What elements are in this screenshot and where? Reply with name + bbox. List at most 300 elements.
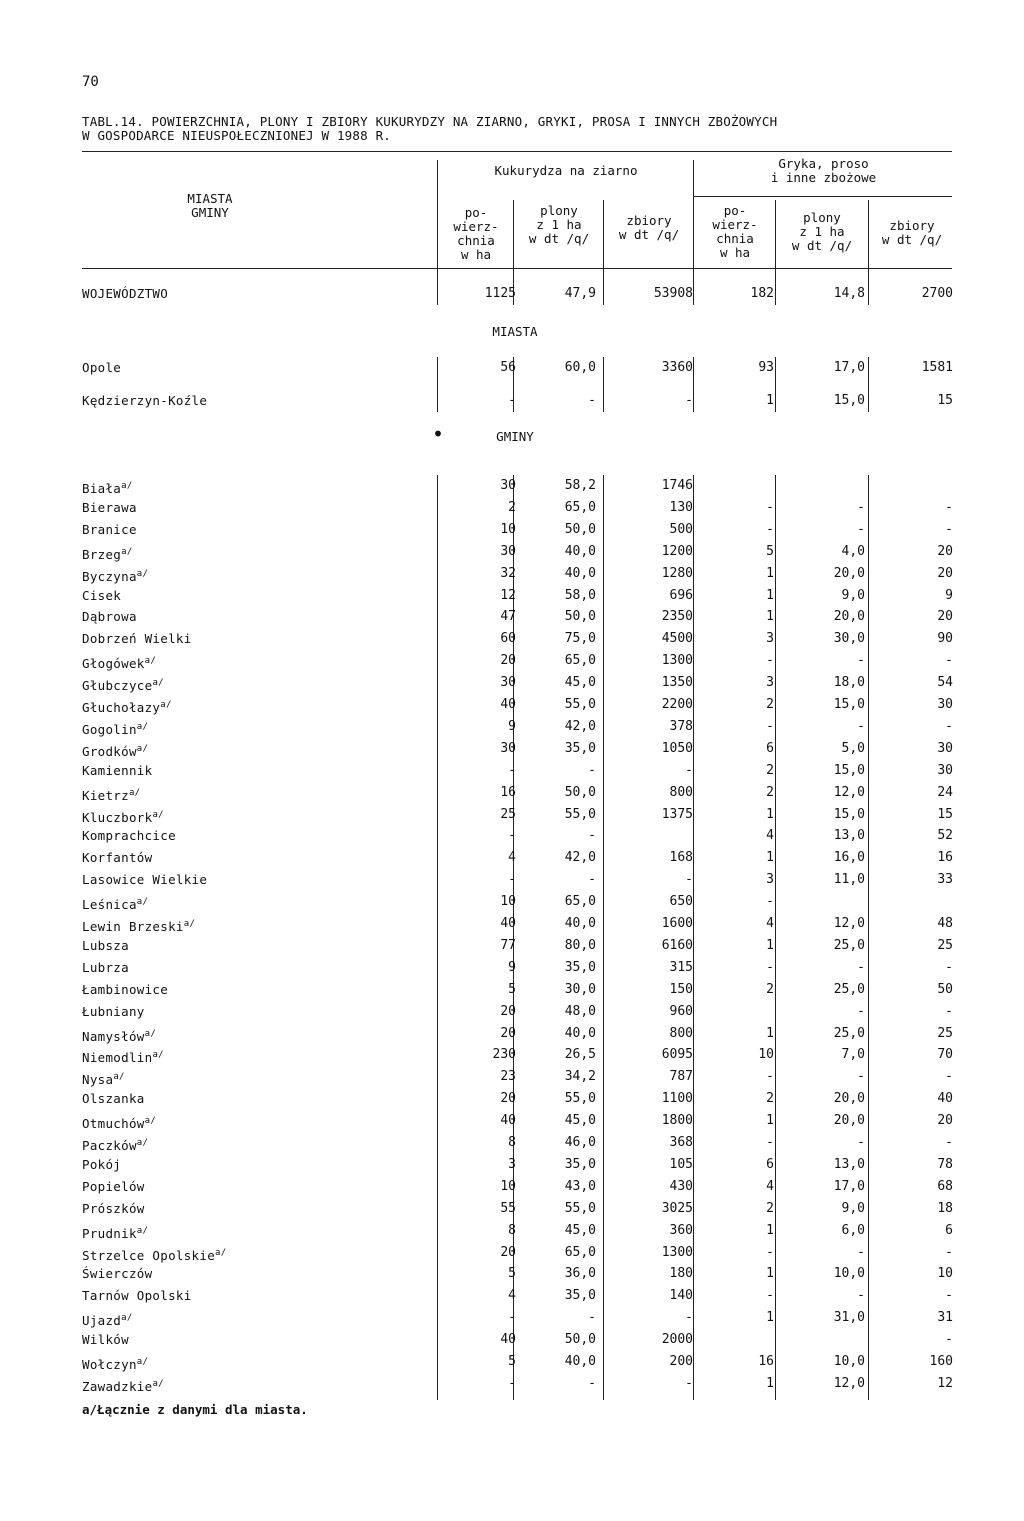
row-name-text: Wołczyn (82, 1357, 137, 1372)
cell-col-3: 6095 (661, 1047, 693, 1063)
cell-col-5: 15,0 (833, 697, 865, 712)
cell-col-6: 30 (937, 697, 953, 712)
row-name-text: Lasowice Wielkie (82, 872, 208, 888)
table-row (0, 1351, 1024, 1373)
cell-col-2: 58,2 (564, 478, 596, 493)
row-name (82, 283, 168, 305)
cell-col-1: - (508, 828, 516, 844)
row-name (82, 935, 129, 957)
table-row (0, 606, 1024, 628)
table-row (0, 672, 1024, 694)
footnote-marker: a/ (136, 743, 149, 754)
cell-col-5: 20,0 (833, 565, 865, 581)
cell-col-5: 5,0 (841, 740, 865, 756)
cell-col-2: 65,0 (564, 499, 596, 515)
row-name (82, 1373, 164, 1398)
cell-col-6: 160 (929, 1354, 953, 1369)
cell-col-1: 10 (500, 894, 516, 910)
cell-col-2: 45,0 (564, 1222, 596, 1238)
cell-col-4: 1 (766, 1310, 774, 1326)
cell-col-4: - (766, 1288, 774, 1304)
cell-col-1: 2 (508, 499, 516, 515)
table-row (0, 357, 1024, 379)
section-label-gminy: GMINY (496, 429, 534, 444)
cell-col-4: - (766, 894, 774, 910)
cell-col-3: 1280 (661, 565, 693, 581)
row-name-text: Łambinowice (82, 981, 169, 997)
cell-col-3: - (685, 762, 693, 778)
cell-col-6: 1581 (921, 360, 953, 375)
table-row (0, 804, 1024, 826)
row-name (82, 519, 137, 541)
row-name-text: Kędzierzyn-Koźle (82, 393, 208, 408)
cell-col-5: - (857, 653, 865, 669)
cell-col-2: 55,0 (564, 1091, 596, 1107)
table-row (0, 979, 1024, 1001)
cell-col-1: 40 (500, 697, 516, 712)
cell-col-3: - (685, 1375, 693, 1391)
table-row (0, 1110, 1024, 1132)
cell-col-1: 4 (508, 1288, 516, 1304)
cell-col-1: 9 (508, 959, 516, 975)
cell-col-1: 1125 (484, 286, 516, 301)
table-row (0, 1373, 1024, 1395)
cell-col-2: 40,0 (564, 543, 596, 559)
cell-col-6: 30 (937, 740, 953, 756)
cell-col-5: 12,0 (833, 916, 865, 931)
row-name-text: Lewin Brzeski (82, 919, 184, 934)
cell-col-5: - (857, 1003, 865, 1019)
footnote-marker: a/ (144, 1028, 157, 1039)
cell-col-1: 16 (500, 784, 516, 800)
cell-col-1: 20 (500, 1091, 516, 1107)
footnote-marker: a/ (152, 678, 164, 689)
cell-col-6: 12 (937, 1375, 953, 1391)
cell-col-3: 6160 (661, 937, 693, 953)
cell-col-3: 130 (669, 499, 693, 515)
row-name-text: Byczyna (82, 568, 137, 584)
table-row (0, 1066, 1024, 1088)
cell-col-2: 35,0 (564, 740, 596, 756)
table-row (0, 913, 1024, 935)
cell-col-6: 48 (937, 916, 953, 931)
table-row (0, 957, 1024, 979)
row-name-text: Cisek (82, 587, 122, 603)
row-name-text: Leśnica (82, 897, 137, 913)
cell-col-6: 25 (937, 1025, 953, 1041)
cell-col-4: 3 (766, 675, 774, 691)
table-row (0, 1132, 1024, 1154)
cell-col-2: - (588, 1375, 596, 1391)
cell-col-5: 17,0 (833, 360, 865, 375)
footnote: a/Łącznie z danymi dla miasta. (82, 1402, 308, 1417)
footnote-marker: a/ (136, 897, 149, 908)
table-row (0, 935, 1024, 957)
cell-col-4: 4 (766, 916, 774, 931)
col-header-area-2: po- wierz- chnia w ha (712, 203, 758, 260)
cell-col-1: 20 (500, 653, 516, 669)
cell-col-1: 77 (500, 937, 516, 953)
cell-col-3: 168 (669, 850, 693, 866)
cell-col-2: 55,0 (564, 1200, 596, 1216)
cell-col-4: 2 (766, 697, 774, 712)
cell-col-5: 13,0 (833, 1156, 865, 1172)
cell-col-1: 8 (508, 1135, 516, 1150)
cell-col-2: 45,0 (564, 1113, 596, 1129)
table-row (0, 1263, 1024, 1285)
cell-col-2: 40,0 (564, 916, 596, 931)
row-name-text: Dąbrowa (82, 609, 137, 625)
row-name-text: Olszanka (82, 1091, 145, 1107)
table-row (0, 1285, 1024, 1307)
row-name (82, 1263, 152, 1285)
table-row (0, 519, 1024, 541)
table-row (0, 1307, 1024, 1329)
cell-col-6: 30 (937, 762, 953, 778)
cell-col-5: 14,8 (833, 286, 865, 301)
table-row (0, 1220, 1024, 1242)
cell-col-2: - (588, 872, 596, 888)
row-name-text: Tarnów Opolski (82, 1288, 192, 1304)
cell-col-6: 78 (937, 1156, 953, 1172)
row-name-text: Głuchołazy (82, 700, 161, 715)
footnote-marker: a/ (121, 1313, 133, 1324)
row-name (82, 606, 137, 628)
footnote-marker: a/ (136, 568, 149, 579)
cell-col-6: 20 (937, 543, 953, 559)
cell-col-5: - (857, 1069, 865, 1085)
row-name-text: Lubrza (82, 959, 129, 975)
cell-col-2: 65,0 (564, 894, 596, 910)
row-name-text: Niemodlin (82, 1050, 153, 1066)
col-header-yield-1: plony z 1 ha w dt /q/ (528, 203, 590, 246)
row-name-text: Bierawa (82, 499, 137, 515)
stub-header: MIASTA GMINY (187, 191, 233, 220)
table-row (0, 475, 1024, 497)
cell-col-3: 1600 (661, 916, 693, 931)
cell-col-4: 4 (766, 828, 774, 844)
cell-col-4: 1 (766, 1375, 774, 1391)
row-name-text: Świerczów (82, 1266, 153, 1282)
table-row (0, 760, 1024, 782)
cell-col-6: - (945, 1069, 953, 1085)
cell-col-3: 1200 (661, 543, 693, 559)
footnote-marker: a/ (152, 809, 164, 820)
footnote-marker: a/ (136, 1138, 149, 1148)
table-row (0, 1044, 1024, 1066)
cell-col-6: 16 (937, 850, 953, 866)
col-header-harvest-2: zbiory w dt /q/ (881, 218, 943, 247)
footnote-marker: a/ (121, 481, 133, 491)
cell-col-5: 31,0 (833, 1310, 865, 1326)
cell-col-2: 40,0 (564, 565, 596, 581)
cell-col-1: - (508, 1310, 516, 1326)
cell-col-5: 10,0 (833, 1354, 865, 1369)
row-name-text: Pokój (82, 1156, 122, 1172)
row-name (82, 628, 192, 650)
cell-col-2: 34,2 (564, 1069, 596, 1085)
cell-col-2: 40,0 (564, 1025, 596, 1041)
cell-col-1: 5 (508, 1266, 516, 1282)
cell-col-3: 960 (669, 1003, 693, 1019)
cell-col-2: 40,0 (564, 1354, 596, 1369)
col-header-harvest-1: zbiory w dt /q/ (618, 213, 680, 242)
row-name (82, 825, 176, 847)
cell-col-3: 2000 (661, 1332, 693, 1348)
cell-col-1: 10 (500, 1178, 516, 1194)
cell-col-1: - (508, 762, 516, 778)
cell-col-3: 800 (669, 1025, 693, 1041)
cell-col-3: 360 (669, 1222, 693, 1238)
footnote-marker: a/ (144, 1116, 157, 1127)
row-name (82, 1001, 145, 1023)
cell-col-1: 230 (492, 1047, 516, 1063)
cell-col-4: 1 (766, 1222, 774, 1238)
row-name (82, 1285, 192, 1307)
cell-col-1: 30 (500, 740, 516, 756)
cell-col-4: 6 (766, 740, 774, 756)
cell-col-3: 4500 (661, 631, 693, 647)
cell-col-1: 23 (500, 1069, 516, 1085)
table-row (0, 628, 1024, 650)
cell-col-1: - (508, 872, 516, 888)
cell-col-3: 800 (669, 784, 693, 800)
cell-col-1: 3 (508, 1156, 516, 1172)
cell-col-4: 3 (766, 872, 774, 888)
cell-col-2: 80,0 (564, 937, 596, 953)
footnote-marker: a/ (136, 1357, 149, 1367)
table-row (0, 650, 1024, 672)
row-name-text: Opole (82, 360, 122, 375)
cell-col-6: 33 (937, 872, 953, 888)
cell-col-5: 9,0 (841, 1200, 865, 1216)
cell-col-4: 1 (766, 937, 774, 953)
cell-col-5: 13,0 (833, 828, 865, 844)
row-name (82, 979, 168, 1001)
cell-col-4: 1 (766, 565, 774, 581)
cell-col-4: 1 (766, 393, 774, 408)
cell-col-4: 3 (766, 631, 774, 647)
cell-col-5: 6,0 (841, 1222, 865, 1238)
cell-col-3: 787 (669, 1069, 693, 1085)
cell-col-2: 65,0 (564, 653, 596, 669)
cell-col-3: 1050 (661, 740, 693, 756)
row-name-text: Głogówek (82, 656, 145, 672)
row-name-text: Nysa (82, 1072, 114, 1088)
cell-col-6: - (945, 521, 953, 537)
table-row (0, 1023, 1024, 1045)
footnote-marker: a/ (152, 1378, 164, 1389)
table-row (0, 694, 1024, 716)
cell-col-3: 1100 (661, 1091, 693, 1107)
section-label-miasta: MIASTA (492, 324, 538, 339)
row-name-text: Brzeg (82, 546, 122, 562)
footnote-marker: a/ (144, 656, 157, 667)
cell-col-3: 2350 (661, 609, 693, 625)
cell-col-1: 20 (500, 1003, 516, 1019)
cell-col-1: 8 (508, 1222, 516, 1238)
cell-col-3: - (685, 393, 693, 408)
table-row (0, 390, 1024, 412)
cell-col-6: - (945, 718, 953, 734)
cell-col-6: 24 (937, 784, 953, 800)
row-name-text: Komprachcice (82, 828, 176, 844)
cell-col-5: 20,0 (833, 609, 865, 625)
cell-col-2: 42,0 (564, 718, 596, 734)
table-row (0, 716, 1024, 738)
cell-col-1: 30 (500, 543, 516, 559)
cell-col-3: 650 (669, 894, 693, 910)
cell-col-5: 20,0 (833, 1113, 865, 1129)
cell-col-3: 500 (669, 521, 693, 537)
row-name (82, 957, 129, 979)
row-name-text: Głubczyce (82, 678, 153, 694)
cell-col-3: 1300 (661, 1244, 693, 1260)
cell-col-4: 16 (758, 1354, 774, 1369)
cell-col-4: - (766, 959, 774, 975)
cell-col-5: 20,0 (833, 1091, 865, 1107)
cell-col-6: 40 (937, 1091, 953, 1107)
cell-col-5: - (857, 499, 865, 515)
cell-col-5: - (857, 521, 865, 537)
cell-col-5: 30,0 (833, 631, 865, 647)
cell-col-4: 10 (758, 1047, 774, 1063)
footnote-marker: a/ (152, 1050, 164, 1061)
page-number: 70 (82, 74, 99, 90)
cell-col-6: 10 (937, 1266, 953, 1282)
cell-col-1: 20 (500, 1025, 516, 1041)
table-row (0, 1176, 1024, 1198)
cell-col-5: 15,0 (833, 393, 865, 408)
cell-col-2: 35,0 (564, 1288, 596, 1304)
cell-col-6: - (945, 1332, 953, 1348)
table-row (0, 1001, 1024, 1023)
cell-col-3: 140 (669, 1288, 693, 1304)
table-row (0, 585, 1024, 607)
cell-col-3: 368 (669, 1135, 693, 1150)
table-title-line1: TABL.14. POWIERZCHNIA, PLONY I ZBIORY KUKURYDZY NA ZIARNO, GRYKI, PROSA I INNYCH ZBOŻOWYCH (82, 114, 778, 129)
table-title-line2: W GOSPODARCE NIEUSPOŁECZNIONEJ W 1988 R. (82, 128, 392, 143)
cell-col-5: - (857, 1244, 865, 1260)
cell-col-6: - (945, 1288, 953, 1304)
cell-col-2: 30,0 (564, 981, 596, 997)
cell-col-1: 47 (500, 609, 516, 625)
cell-col-3: 200 (669, 1354, 693, 1369)
cell-col-6: - (945, 959, 953, 975)
cell-col-2: - (588, 762, 596, 778)
group-header-buckwheat: Gryka, proso i inne zbożowe (770, 156, 877, 185)
cell-col-2: 50,0 (564, 1332, 596, 1348)
row-name-text: Strzelce Opolskie (82, 1247, 216, 1263)
cell-col-3: 315 (669, 959, 693, 975)
cell-col-4: 1 (766, 1113, 774, 1129)
cell-col-2: 45,0 (564, 675, 596, 691)
cell-col-1: 5 (508, 981, 516, 997)
cell-col-1: 40 (500, 916, 516, 931)
table-row (0, 738, 1024, 760)
table-row (0, 1329, 1024, 1351)
table-row (0, 1198, 1024, 1220)
cell-col-3: 696 (669, 587, 693, 603)
cell-col-3: 180 (669, 1266, 693, 1282)
footnote-marker: a/ (113, 1072, 125, 1083)
footnote-marker: a/ (121, 546, 133, 557)
table-row (0, 497, 1024, 519)
cell-col-4: - (766, 499, 774, 515)
row-name-text: Zawadzkie (82, 1378, 153, 1394)
cell-col-4: 2 (766, 981, 774, 997)
row-name-text: Popielów (82, 1178, 145, 1194)
row-name-text: Gogolin (82, 721, 137, 737)
cell-col-4: 1 (766, 850, 774, 866)
cell-col-2: 50,0 (564, 609, 596, 625)
row-name-text: Kietrz (82, 787, 129, 803)
row-name-text: Dobrzeń Wielki (82, 631, 192, 647)
row-name-text: Otmuchów (82, 1116, 145, 1132)
cell-col-5: - (857, 959, 865, 975)
cell-col-5: 25,0 (833, 1025, 865, 1041)
cell-col-6: 50 (937, 981, 953, 997)
cell-col-5: 25,0 (833, 937, 865, 953)
cell-col-1: 10 (500, 521, 516, 537)
cell-col-4: 6 (766, 1156, 774, 1172)
table-row (0, 869, 1024, 891)
cell-col-2: 55,0 (564, 697, 596, 712)
cell-col-1: 4 (508, 850, 516, 866)
cell-col-5: 4,0 (841, 543, 865, 559)
table-row (0, 1242, 1024, 1264)
cell-col-1: 30 (500, 478, 516, 493)
cell-col-1: - (508, 1375, 516, 1391)
cell-col-5: - (857, 1135, 865, 1150)
row-name (82, 497, 137, 519)
cell-col-5: 7,0 (841, 1047, 865, 1063)
cell-col-2: - (588, 1310, 596, 1326)
cell-col-1: 9 (508, 718, 516, 734)
row-name (82, 760, 152, 782)
cell-col-2: - (588, 828, 596, 844)
cell-col-5: 12,0 (833, 1375, 865, 1391)
footnote-marker: a/ (215, 1247, 227, 1258)
footnote-marker: a/ (128, 787, 141, 798)
table-row (0, 782, 1024, 804)
row-name (82, 869, 207, 891)
footnote-marker: a/ (136, 721, 149, 732)
cell-col-4: 2 (766, 1091, 774, 1107)
row-name-text: Prószków (82, 1200, 145, 1216)
cell-col-4: 2 (766, 762, 774, 778)
col-header-area-1: po- wierz- chnia w ha (453, 205, 499, 262)
cell-col-6: 20 (937, 609, 953, 625)
cell-col-2: 46,0 (564, 1135, 596, 1150)
row-name (82, 1176, 145, 1198)
cell-col-5: - (857, 1288, 865, 1304)
cell-col-6: 9 (945, 587, 953, 603)
cell-col-1: 60 (500, 631, 516, 647)
cell-col-6: 6 (945, 1222, 953, 1238)
cell-col-5: 18,0 (833, 675, 865, 691)
table-row (0, 283, 1024, 305)
cell-col-2: - (588, 393, 596, 408)
cell-col-2: 42,0 (564, 850, 596, 866)
cell-col-6: 90 (937, 631, 953, 647)
cell-col-3: - (685, 1310, 693, 1326)
cell-col-1: 30 (500, 675, 516, 691)
cell-col-5: 25,0 (833, 981, 865, 997)
row-name-text: Biała (82, 481, 122, 496)
cell-col-4: - (766, 1135, 774, 1150)
cell-col-3: 3025 (661, 1200, 693, 1216)
